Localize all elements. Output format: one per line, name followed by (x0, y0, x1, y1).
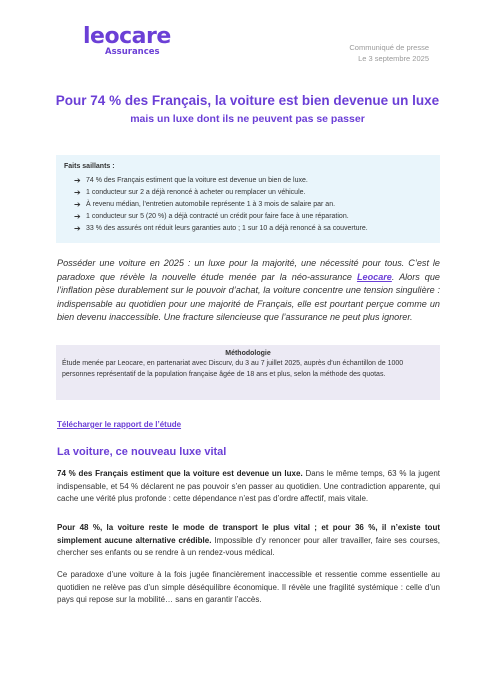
page-subtitle: mais un luxe dont ils ne peuvent pas se passer (130, 113, 365, 125)
list-item (64, 223, 432, 235)
logo-subtitle: Assurances (105, 47, 160, 57)
paragraph-3: Ce paradoxe d’une voiture à la fois jugée financièrement inaccessible et ressentie comme essentielle au quotidien ne relève pas d’un simple déséquilibre économique. Il révèle une fragilité systémique : celle d’un pays qui repose sur la mobilité… sans en garantir l’accès. (57, 570, 440, 604)
page-title: Pour 74 % des Français, la voiture est bien devenue un luxe (55, 93, 440, 108)
arrow-icon: ➔ (74, 188, 81, 197)
fact-text: À revenu médian, l’entretien automobile représente 1 à 3 mois de salaire par an. (86, 201, 336, 208)
arrow-icon: ➔ (74, 212, 81, 221)
paragraph-1-text: Dans le même temps, 63 % la jugent indispensable, et 54 % déclarent ne pas pouvoir s’en passer au quotidien. Une contradiction apparente, qui cache une vérité plus profonde : cette dépendance n’est pas d’ordre affectif, mais vitale. (57, 469, 441, 503)
leocare-link[interactable]: Leocare (356, 271, 392, 282)
section-title: La voiture, ce nouveau luxe vital (57, 446, 227, 458)
download-report-link[interactable]: Télécharger le rapport de l’étude (57, 420, 182, 429)
logo-wordmark: leocare (83, 24, 171, 49)
list-item (64, 187, 432, 199)
paragraph-1-bold: 74 % des Français estiment que la voiture est devenue un luxe. (57, 469, 303, 478)
press-info (349, 42, 429, 64)
intro-text-end: . Alors que l’inflation pèse durablement sur le pouvoir d’achat, la voiture concentre une tension singulière : indispensable au quotidien pour une majorité de Français, elle est pourtant perçue comme un bien devenu inaccessible. Une fracture silencieuse que l’assurance ne peut plus ignorer. (57, 271, 440, 322)
methodology-heading: Méthodologie (225, 350, 271, 357)
paragraph-2-text: Impossible d’y renoncer pour aller travailler, faire ses courses, chercher ses enfants ou se rendre à un rendez-vous médical. (57, 535, 440, 557)
arrow-icon: ➔ (74, 224, 81, 233)
list-item (64, 199, 432, 211)
methodology-box (56, 345, 440, 400)
key-facts-box (56, 155, 440, 243)
paragraph-2 (57, 522, 440, 560)
intro-paragraph (57, 257, 440, 325)
fact-text: 74 % des Français estiment que la voiture est devenue un bien de luxe. (86, 177, 308, 184)
arrow-icon: ➔ (74, 176, 81, 185)
key-facts-heading: Faits saillants : (64, 163, 115, 170)
paragraph-1 (57, 468, 440, 506)
doc-type: Communiqué de presse (349, 43, 429, 52)
methodology-text: Étude menée par Leocare, en partenariat avec Discurv, du 3 au 7 juillet 2025, auprès d’un échantillon de 1000 personnes représentatif de la population française âgée de 18 ans et plus, selon la méthode des quotas. (62, 360, 404, 378)
arrow-icon: ➔ (74, 200, 81, 209)
list-item (64, 211, 432, 223)
leocare-logo (83, 26, 193, 66)
fact-text: 1 conducteur sur 5 (20 %) a déjà contracté un crédit pour faire face à une réparation. (86, 213, 349, 220)
paragraph-2-bold: Pour 48 %, la voiture reste le mode de transport le plus vital ; et pour 36 %, il n’existe tout simplement aucune alternative crédible. (57, 523, 440, 545)
intro-text-start: Posséder une voiture en 2025 : un luxe pour la majorité, une nécessité pour tous. C’est le paradoxe que révèle la nouvelle étude menée par la néo-assurance (57, 258, 440, 282)
fact-text: 1 conducteur sur 2 a déjà renoncé à acheter ou remplacer un véhicule. (86, 189, 306, 196)
fact-text: 33 % des assurés ont réduit leurs garanties auto ; 1 sur 10 a déjà renoncé à sa couverture. (86, 225, 368, 232)
release-date: Le 3 septembre 2025 (358, 54, 429, 63)
list-item (64, 175, 432, 187)
